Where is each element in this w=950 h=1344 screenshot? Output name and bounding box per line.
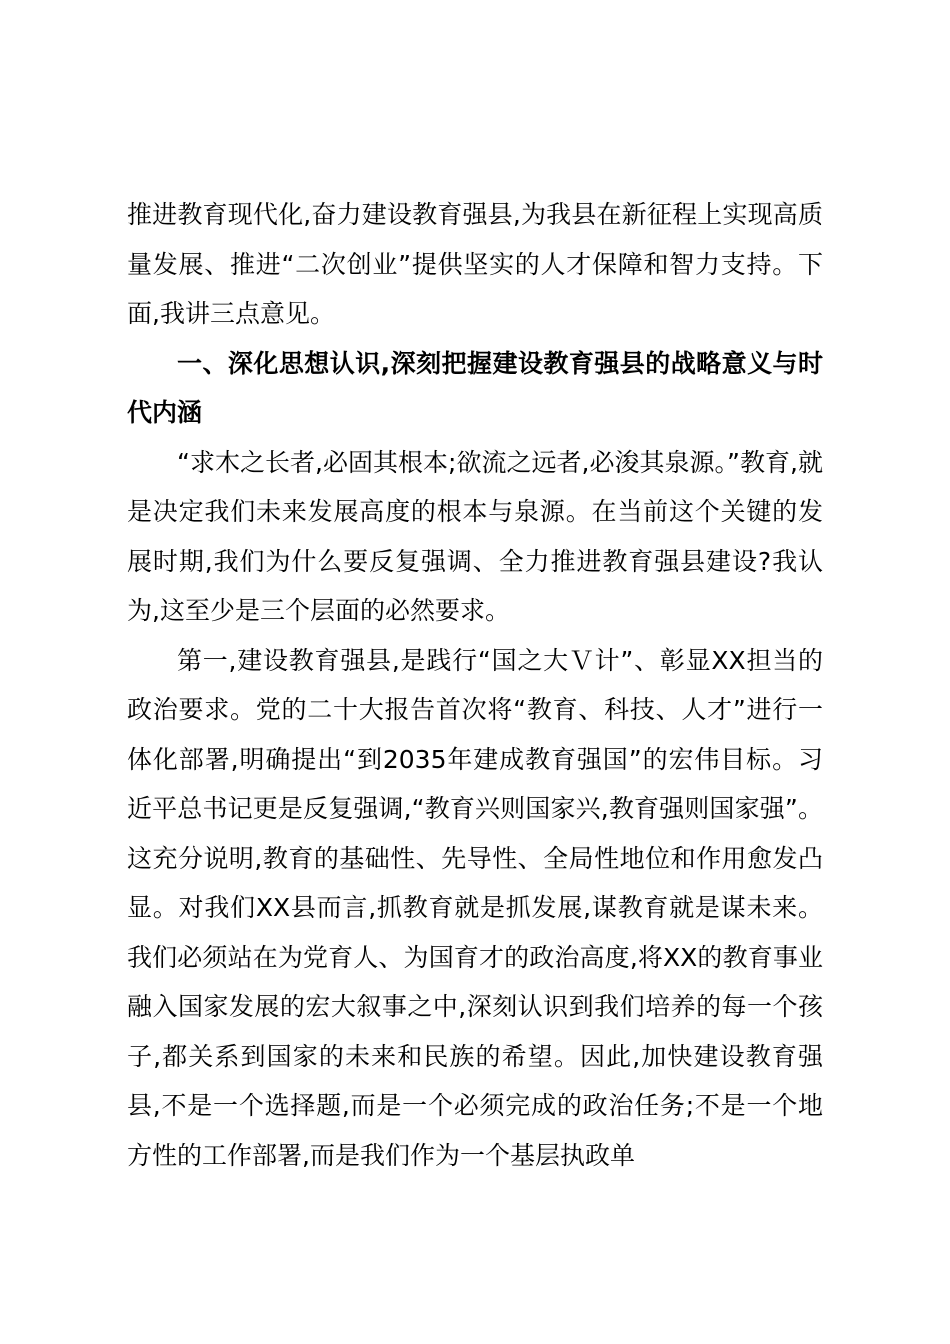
paragraph-intro: 推进教育现代化,奋力建设教育强县,为我县在新征程上实现高质量发展、推进“二次创业”提供坚实的人才保障和智力支持。下面,我讲三点意见。 bbox=[127, 200, 823, 328]
paragraph-quote: “求木之长者,必固其根本;欲流之远者,必浚其泉源。”教育,就是决定我们未来发展高度的根本与泉源。在当前这个关键的发展时期,我们为什么要反复强调、全力推进教育强县建设?我认为,这至少是三个层面的必然要求。 bbox=[127, 447, 823, 625]
section-heading-1: 一、深化思想认识,深刻把握建设教育强县的战略意义与时代内涵 bbox=[127, 348, 823, 427]
paragraph-first-point: 第一,建设教育强县,是践行“国之大Ｖ计”、彰显XX担当的政治要求。党的二十大报告首次将“教育、科技、人才”进行一体化部署,明确提出“到2035年建成教育强国”的宏伟目标。习近平总书记更是反复强调,“教育兴则国家兴,教育强则国家强”。这充分说明,教育的基础性、先导性、全局性地位和作用愈发凸显。对我们XX县而言,抓教育就是抓发展,谋教育就是谋未来。我们必须站在为党育人、为国育才的政治高度,将XX的教育事业融入国家发展的宏大叙事之中,深刻认识到我们培养的每一个孩子,都关系到国家的未来和民族的希望。因此,加快建设教育强县,不是一个选择题,而是一个必须完成的政治任务;不是一个地方性的工作部署,而是我们作为一个基层执政单 bbox=[127, 645, 823, 1170]
document-body bbox=[127, 190, 823, 1180]
